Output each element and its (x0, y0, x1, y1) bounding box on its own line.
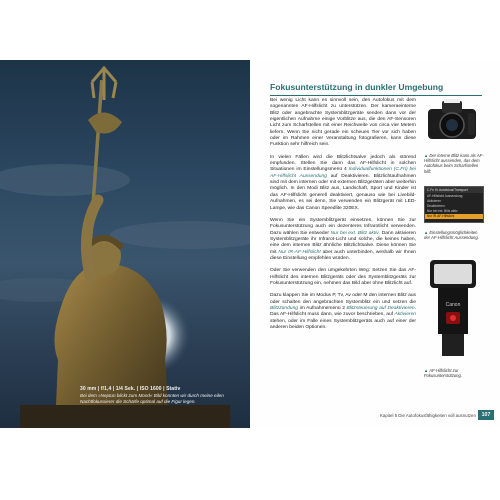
menu-row: Deaktivieren (427, 203, 445, 208)
p5-highlight-1: Blitzzündung (270, 305, 299, 311)
section-title: Fokusunterstützung in dunkler Umgebung (270, 82, 444, 92)
p5-highlight-2: Blitzsteuerung auf Deaktivieren (346, 305, 415, 311)
menu-row: Aktivieren (427, 198, 441, 203)
p3-highlight-1: Nur bei ext. Blitz aktiv (330, 230, 379, 236)
p5-text-b: im Aufnahmemenü 2 (299, 305, 345, 311)
p5-highlight-3: Aktivieren (394, 312, 417, 318)
body-column (270, 98, 416, 337)
menu-header: C.Fn III: Autofokus/Transport (425, 187, 483, 193)
speedlite-flash-illustration (424, 256, 482, 360)
menu-row-selected: Nur IR-AF-Hilfslicht (425, 214, 483, 219)
camera-caption (424, 153, 484, 174)
p3-text-c: aber auch unterbinden, weshalb wir Ihnen diese Einstellung empfehlen würden. (270, 249, 417, 261)
flash-caption (424, 368, 484, 378)
p5-text-d: stehen, oder im Falle eines Systemblitzgeräts auch auf einer der anderen beiden Optionen. (270, 318, 416, 330)
paragraph-1: Bei wenig Licht kann es sinnvoll sein, den Autofokus mit dem sogenannten AF-Hilfslicht zu unterstützen. Der kameraeinterne Blitz oder angebrachte Systemblitzgeräte senden dann vor der eigentlichen Aufnahme einige Vorblitze aus, die den AF-Sensoren Licht zum Scharfstellen mit einer Reichweite von circa vier Metern liefern. Wenn Sie nicht gerade ein scheues Tier vor sich haben oder im Rahmen einer Veranstaltung fotografieren, kann diese Funktion sehr hilfreich sein. (270, 98, 416, 148)
menu-row: Nur bei ext. Blitz aktiv (427, 209, 458, 214)
triangle-icon: ▲ (424, 368, 429, 373)
photo-exif: 30 mm | f/1,4 | 1/4 Sek. | ISO 1600 | Stativ (80, 386, 181, 392)
title-rule (270, 95, 482, 96)
photo-caption (80, 386, 245, 405)
page-number: 107 (478, 410, 494, 420)
photo-caption-text: Bei dem »Neptun blickt zum Mond« Bild konnten wir durch meine eilen Nachtfokussierer die Schärfe optimal auf die Figur legen. (80, 393, 224, 404)
p3-highlight-2: Nur IR-AF-Hilfslicht (278, 249, 321, 255)
menu-caption (424, 230, 484, 240)
paragraph-3 (270, 218, 416, 262)
p2-text-b: auf Deaktivieren. Blitzlichtaufnahmen sind mit dem internen oder mit externen Blitzgeräten aber weiterhin möglich. In den Modi Blitz aus, Landschaft, Sport und Kinder ist das AF-Hilfslicht generell deaktiviert, genauso wie bei Livebild-Aufnahmen, es sei denn, Sie verwenden ein Blitzgerät mit LED-Lampe, wie das Canon Speedlite 320EX. (270, 173, 417, 211)
p2-highlight: Individualfunktionen (C.Fn) bei AF-Hilfslicht Aussendung (270, 167, 416, 179)
triangle-icon: ▲ (424, 230, 429, 235)
p5-text-a: Dazu klappen Sie im Modus P, Tv, Av oder M den internen Blitz aus oder schalten den angebrachten Systemblitz ein und setzen die (270, 293, 416, 305)
p5-text-c: . Das AF-Hilfslicht muss dann, wie zuvor beschrieben, auf (270, 305, 417, 318)
menu-caption-text: Einstellungsmöglichkeiten der AF-Hilfslicht Aussendung. (424, 230, 479, 241)
p2-text-a: In vielen Fällen wird die Blitzlichtsalve jedoch als störend empfunden. Stellen Sie dann das AF-Hilfslicht in solchen Situationen im Einstellungsmenü 4 (270, 154, 416, 173)
statue-illustration (0, 60, 250, 428)
af-menu-screenshot (424, 186, 484, 223)
camera-illustration (424, 97, 480, 143)
flash-caption-text: AF-Hilfslicht zur Fokusunterstützung. (424, 368, 462, 379)
paragraph-5 (270, 293, 416, 331)
p3-text-a: Wenn Sie ein Systemblitzgerät einsetzen, können Sie zur Fokusunterstützung auch ein dezenteres Infrarotlicht verwenden. Dazu wählen Sie entweder (270, 217, 416, 236)
neptune-statue-photo (0, 60, 250, 428)
paragraph-2 (270, 155, 416, 212)
menu-row: AF-Hilfslicht Aussendung (427, 193, 463, 198)
camera-caption-text: Der interne Blitz kann als AF-Hilfslicht aussenden, das dem Autofokus beim Scharfstellen hilft. (424, 153, 484, 174)
paragraph-4: Oder Sie verwenden den umgekehrten Weg: Setzen Sie das AF-Hilfslicht des internen Blitzgeräts oder des Systemblitzgeräts zur Fokusunterstützung ein, nehmen das Bild aber ohne Blitzlicht auf. (270, 268, 416, 286)
triangle-icon: ▲ (424, 153, 429, 158)
flash-brand-label: Canon (445, 302, 461, 308)
chapter-footer: Kapitel 5 Die Autofokusfähigkeiten voll ausnutzen (380, 413, 476, 418)
p3-text-b: . Dann aktivieren Systemblitzgeräte ihr Infrarot-Licht und solche, die keines haben, eine dem internen Blitz ähnliche Blitzlichtsalve. Diese können Sie mit (270, 230, 416, 255)
